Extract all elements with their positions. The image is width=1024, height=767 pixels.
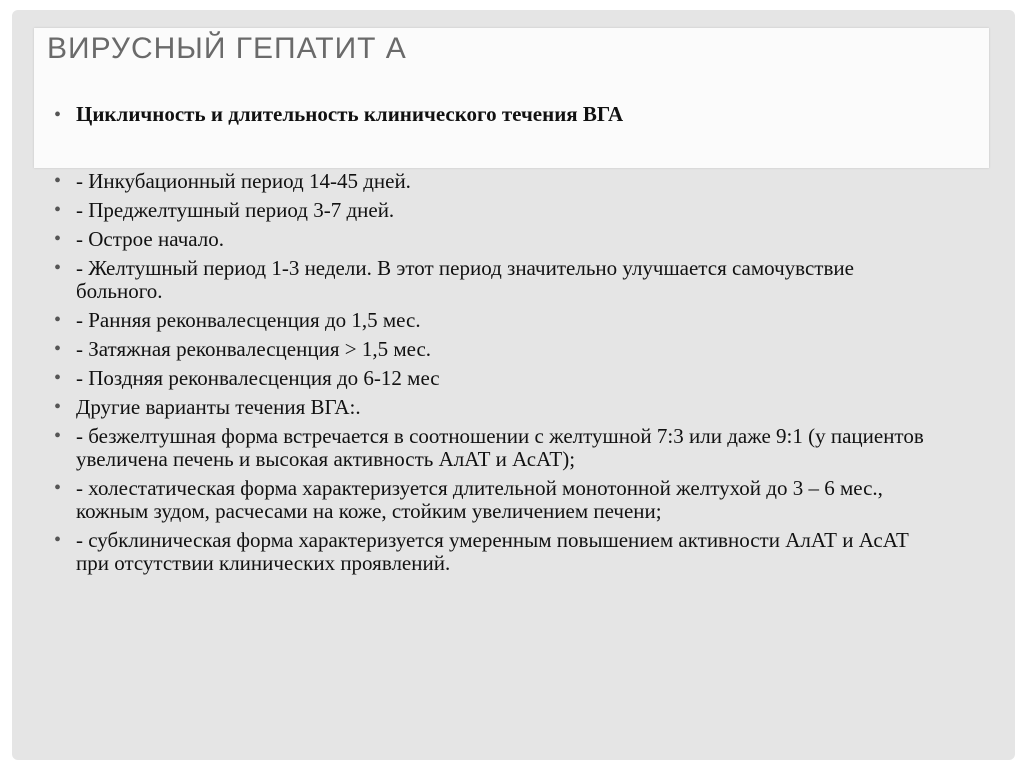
- list-item: • - холестатическая форма характеризуется длительной монотонной желтухой до 3 – 6 мес., кожным зудом, расчесами на коже, стойким увеличением печени;: [54, 477, 944, 523]
- list-item: • - Поздняя реконвалесценция до 6-12 мес: [54, 367, 944, 390]
- list-item: • - субклиническая форма характеризуется умеренным повышением активности АлАТ и АсАТ при отсутствии клинических проявлений.: [54, 529, 944, 575]
- list-item: • - Острое начало.: [54, 228, 944, 251]
- slide-title: ВИРУСНЫЙ ГЕПАТИТ А: [47, 32, 407, 65]
- list-item: • Другие варианты течения ВГА:.: [54, 396, 944, 419]
- content-list: [54, 170, 944, 581]
- bullet-icon: •: [54, 104, 62, 126]
- subtitle-row: [54, 102, 623, 127]
- list-item: • - безжелтушная форма встречается в соотношении с желтушной 7:3 или даже 9:1 (у пациентов увеличена печень и высокая активность АлАТ и АсАТ);: [54, 425, 944, 471]
- list-item: • - Затяжная реконвалесценция > 1,5 мес.: [54, 338, 944, 361]
- list-item: • - Инкубационный период 14-45 дней.: [54, 170, 944, 193]
- list-item: • - Преджелтушный период 3-7 дней.: [54, 199, 944, 222]
- list-item: • - Желтушный период 1-3 недели. В этот период значительно улучшается самочувствие больного.: [54, 257, 944, 303]
- slide-subtitle: Цикличность и длительность клинического течения ВГА: [76, 102, 624, 126]
- list-item: • - Ранняя реконвалесценция до 1,5 мес.: [54, 309, 944, 332]
